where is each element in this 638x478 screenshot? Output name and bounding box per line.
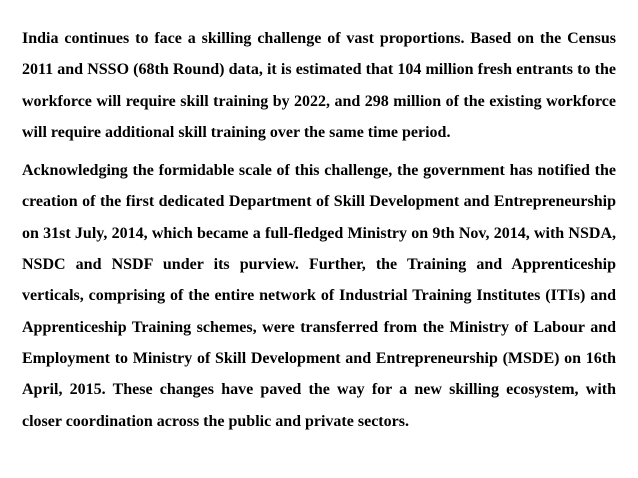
paragraph-skilling-challenge: India continues to face a skilling challenge of vast proportions. Based on the Census 2011 and NSSO (68th Round) data, it is estimated that 104 million fresh entrants to the workforce will require skill training by 2022, and 298 million of the existing workforce will require additional skill training over the same time period.	[22, 30, 616, 141]
paragraph-government-response: Acknowledging the formidable scale of this challenge, the government has notified the creation of the first dedicated Department of Skill Development and Entrepreneurship on 31st July, 2014, which became a full-fledged Ministry on 9th Nov, 2014, with NSDA, NSDC and NSDF under its purview. Further, the Training and Apprenticeship verticals, comprising of the entire network of Industrial Training Institutes (ITIs) and Apprenticeship Training schemes, were transferred from the Ministry of Labour and Employment to Ministry of Skill Development and Entrepreneurship (MSDE) on 16th April, 2015. These changes have paved the way for a new skilling ecosystem, with closer coordination across the public and private sectors.	[22, 162, 616, 430]
